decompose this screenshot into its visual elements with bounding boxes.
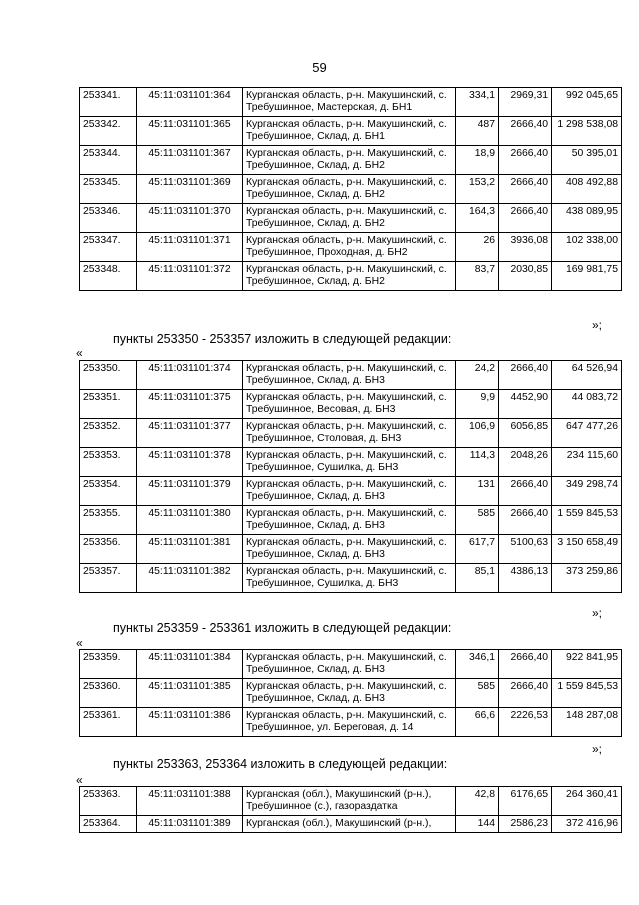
cadastral-value-cell: 3 150 658,49 [552, 535, 622, 564]
table-row [80, 204, 622, 233]
area-cell: 153,2 [456, 175, 499, 204]
closing-quote: »; [592, 606, 603, 620]
row-number-cell: 253360. [80, 679, 137, 708]
rate-cell: 2969,31 [499, 88, 552, 117]
table-row [80, 650, 622, 679]
closing-quote: »; [592, 318, 603, 332]
table-row [80, 679, 622, 708]
cadastral-number-cell: 45:11:031101:374 [137, 361, 243, 390]
area-cell: 106,9 [456, 419, 499, 448]
cadastral-value-cell: 234 115,60 [552, 448, 622, 477]
cadastral-number-cell: 45:11:031101:375 [137, 390, 243, 419]
rate-cell: 6176,65 [499, 787, 552, 816]
row-number-cell: 253352. [80, 419, 137, 448]
area-cell: 334,1 [456, 88, 499, 117]
row-number-cell: 253357. [80, 564, 137, 593]
rate-cell: 2666,40 [499, 679, 552, 708]
rate-cell: 2226,53 [499, 708, 552, 737]
table-row [80, 146, 622, 175]
area-cell: 131 [456, 477, 499, 506]
address-cell: Курганская область, р-н. Макушинский, с. Требушинное, Склад, д. БН3 [243, 535, 456, 564]
cadastral-value-cell: 169 981,75 [552, 262, 622, 291]
cadastral-number-cell: 45:11:031101:378 [137, 448, 243, 477]
address-cell: Курганская (обл.), Макушинский (р-н.), [243, 816, 456, 833]
table-row [80, 787, 622, 816]
cadastral-number-cell: 45:11:031101:386 [137, 708, 243, 737]
area-cell: 144 [456, 816, 499, 833]
rate-cell: 2030,85 [499, 262, 552, 291]
address-cell: Курганская область, р-н. Макушинский, с. Требушинное, Склад, д. БН1 [243, 117, 456, 146]
row-number-cell: 253359. [80, 650, 137, 679]
cadastral-number-cell: 45:11:031101:382 [137, 564, 243, 593]
registry-table [79, 649, 622, 737]
address-cell: Курганская область, р-н. Макушинский, с. Требушинное, Мастерская, д. БН1 [243, 88, 456, 117]
cadastral-number-cell: 45:11:031101:372 [137, 262, 243, 291]
closing-quote: »; [592, 742, 603, 756]
cadastral-value-cell: 1 559 845,53 [552, 506, 622, 535]
rate-cell: 6056,85 [499, 419, 552, 448]
area-cell: 18,9 [456, 146, 499, 175]
cadastral-value-cell: 647 477,26 [552, 419, 622, 448]
area-cell: 42,8 [456, 787, 499, 816]
row-number-cell: 253347. [80, 233, 137, 262]
table-row [80, 390, 622, 419]
rate-cell: 2666,40 [499, 477, 552, 506]
table-row [80, 233, 622, 262]
rate-cell: 2666,40 [499, 175, 552, 204]
address-cell: Курганская область, р-н. Макушинский, с. Требушинное, Склад, д. БН2 [243, 262, 456, 291]
cadastral-value-cell: 922 841,95 [552, 650, 622, 679]
cadastral-value-cell: 1 559 845,53 [552, 679, 622, 708]
cadastral-value-cell: 264 360,41 [552, 787, 622, 816]
rate-cell: 3936,08 [499, 233, 552, 262]
table-row [80, 117, 622, 146]
cadastral-number-cell: 45:11:031101:365 [137, 117, 243, 146]
amendment-instruction: пункты 253363, 253364 изложить в следующей редакции: [113, 757, 448, 771]
table-row [80, 708, 622, 737]
cadastral-value-cell: 64 526,94 [552, 361, 622, 390]
cadastral-value-cell: 148 287,08 [552, 708, 622, 737]
cadastral-number-cell: 45:11:031101:385 [137, 679, 243, 708]
opening-quote: « [76, 636, 83, 650]
cadastral-value-cell: 44 083,72 [552, 390, 622, 419]
row-number-cell: 253363. [80, 787, 137, 816]
registry-table [79, 87, 622, 291]
area-cell: 24,2 [456, 361, 499, 390]
table-row [80, 816, 622, 833]
address-cell: Курганская область, р-н. Макушинский, с. Требушинное, Склад, д. БН3 [243, 477, 456, 506]
cadastral-value-cell: 408 492,88 [552, 175, 622, 204]
row-number-cell: 253345. [80, 175, 137, 204]
address-cell: Курганская область, р-н. Макушинский, с. Требушинное, Столовая, д. БН3 [243, 419, 456, 448]
amendment-instruction: пункты 253350 - 253357 изложить в следующей редакции: [113, 332, 452, 346]
address-cell: Курганская область, р-н. Макушинский, с. Требушинное, Склад, д. БН2 [243, 204, 456, 233]
area-cell: 346,1 [456, 650, 499, 679]
area-cell: 66,6 [456, 708, 499, 737]
row-number-cell: 253361. [80, 708, 137, 737]
area-cell: 114,3 [456, 448, 499, 477]
row-number-cell: 253342. [80, 117, 137, 146]
cadastral-number-cell: 45:11:031101:388 [137, 787, 243, 816]
cadastral-number-cell: 45:11:031101:371 [137, 233, 243, 262]
rate-cell: 2666,40 [499, 146, 552, 175]
cadastral-value-cell: 372 416,96 [552, 816, 622, 833]
table-row [80, 361, 622, 390]
row-number-cell: 253356. [80, 535, 137, 564]
table-row [80, 262, 622, 291]
area-cell: 9,9 [456, 390, 499, 419]
row-number-cell: 253351. [80, 390, 137, 419]
area-cell: 585 [456, 506, 499, 535]
area-cell: 617,7 [456, 535, 499, 564]
row-number-cell: 253348. [80, 262, 137, 291]
cadastral-number-cell: 45:11:031101:369 [137, 175, 243, 204]
cadastral-value-cell: 438 089,95 [552, 204, 622, 233]
table-row [80, 506, 622, 535]
address-cell: Курганская область, р-н. Макушинский, с. Требушинное, Склад, д. БН3 [243, 679, 456, 708]
page-number: 59 [312, 60, 327, 75]
address-cell: Курганская область, р-н. Макушинский, с. Требушинное, Склад, д. БН3 [243, 650, 456, 679]
table-row [80, 448, 622, 477]
table-row [80, 419, 622, 448]
amendment-instruction: пункты 253359 - 253361 изложить в следующей редакции: [113, 621, 452, 635]
row-number-cell: 253344. [80, 146, 137, 175]
row-number-cell: 253353. [80, 448, 137, 477]
table-row [80, 564, 622, 593]
registry-table [79, 360, 622, 593]
row-number-cell: 253364. [80, 816, 137, 833]
row-number-cell: 253346. [80, 204, 137, 233]
rate-cell: 2666,40 [499, 361, 552, 390]
cadastral-value-cell: 50 395,01 [552, 146, 622, 175]
row-number-cell: 253341. [80, 88, 137, 117]
rate-cell: 2666,40 [499, 506, 552, 535]
opening-quote: « [76, 346, 83, 360]
address-cell: Курганская область, р-н. Макушинский, с. Требушинное, Сушилка, д. БН3 [243, 448, 456, 477]
area-cell: 585 [456, 679, 499, 708]
rate-cell: 5100,63 [499, 535, 552, 564]
registry-table [79, 786, 622, 833]
row-number-cell: 253350. [80, 361, 137, 390]
cadastral-value-cell: 102 338,00 [552, 233, 622, 262]
address-cell: Курганская область, р-н. Макушинский, с. Требушинное, Сушилка, д. БН3 [243, 564, 456, 593]
area-cell: 85,1 [456, 564, 499, 593]
rate-cell: 2666,40 [499, 117, 552, 146]
cadastral-value-cell: 349 298,74 [552, 477, 622, 506]
rate-cell: 2666,40 [499, 650, 552, 679]
opening-quote: « [76, 773, 83, 787]
cadastral-number-cell: 45:11:031101:384 [137, 650, 243, 679]
address-cell: Курганская область, р-н. Макушинский, с. Требушинное, Склад, д. БН3 [243, 361, 456, 390]
table-row [80, 535, 622, 564]
rate-cell: 4386,13 [499, 564, 552, 593]
cadastral-value-cell: 373 259,86 [552, 564, 622, 593]
area-cell: 164,3 [456, 204, 499, 233]
cadastral-number-cell: 45:11:031101:377 [137, 419, 243, 448]
area-cell: 83,7 [456, 262, 499, 291]
cadastral-number-cell: 45:11:031101:380 [137, 506, 243, 535]
cadastral-number-cell: 45:11:031101:364 [137, 88, 243, 117]
table-row [80, 175, 622, 204]
cadastral-number-cell: 45:11:031101:381 [137, 535, 243, 564]
address-cell: Курганская область, р-н. Макушинский, с. Требушинное, Склад, д. БН2 [243, 146, 456, 175]
address-cell: Курганская область, р-н. Макушинский, с. Требушинное, ул. Береговая, д. 14 [243, 708, 456, 737]
address-cell: Курганская область, р-н. Макушинский, с. Требушинное, Проходная, д. БН2 [243, 233, 456, 262]
cadastral-number-cell: 45:11:031101:379 [137, 477, 243, 506]
rate-cell: 2048,26 [499, 448, 552, 477]
address-cell: Курганская область, р-н. Макушинский, с. Требушинное, Склад, д. БН3 [243, 506, 456, 535]
table-row [80, 88, 622, 117]
rate-cell: 2586,23 [499, 816, 552, 833]
address-cell: Курганская (обл.), Макушинский (р-н.), Требушинное (с.), газораздатка [243, 787, 456, 816]
cadastral-value-cell: 992 045,65 [552, 88, 622, 117]
area-cell: 26 [456, 233, 499, 262]
table-row [80, 477, 622, 506]
rate-cell: 4452,90 [499, 390, 552, 419]
cadastral-value-cell: 1 298 538,08 [552, 117, 622, 146]
address-cell: Курганская область, р-н. Макушинский, с. Требушинное, Склад, д. БН2 [243, 175, 456, 204]
cadastral-number-cell: 45:11:031101:389 [137, 816, 243, 833]
row-number-cell: 253354. [80, 477, 137, 506]
cadastral-number-cell: 45:11:031101:370 [137, 204, 243, 233]
area-cell: 487 [456, 117, 499, 146]
rate-cell: 2666,40 [499, 204, 552, 233]
cadastral-number-cell: 45:11:031101:367 [137, 146, 243, 175]
row-number-cell: 253355. [80, 506, 137, 535]
address-cell: Курганская область, р-н. Макушинский, с. Требушинное, Весовая, д. БН3 [243, 390, 456, 419]
